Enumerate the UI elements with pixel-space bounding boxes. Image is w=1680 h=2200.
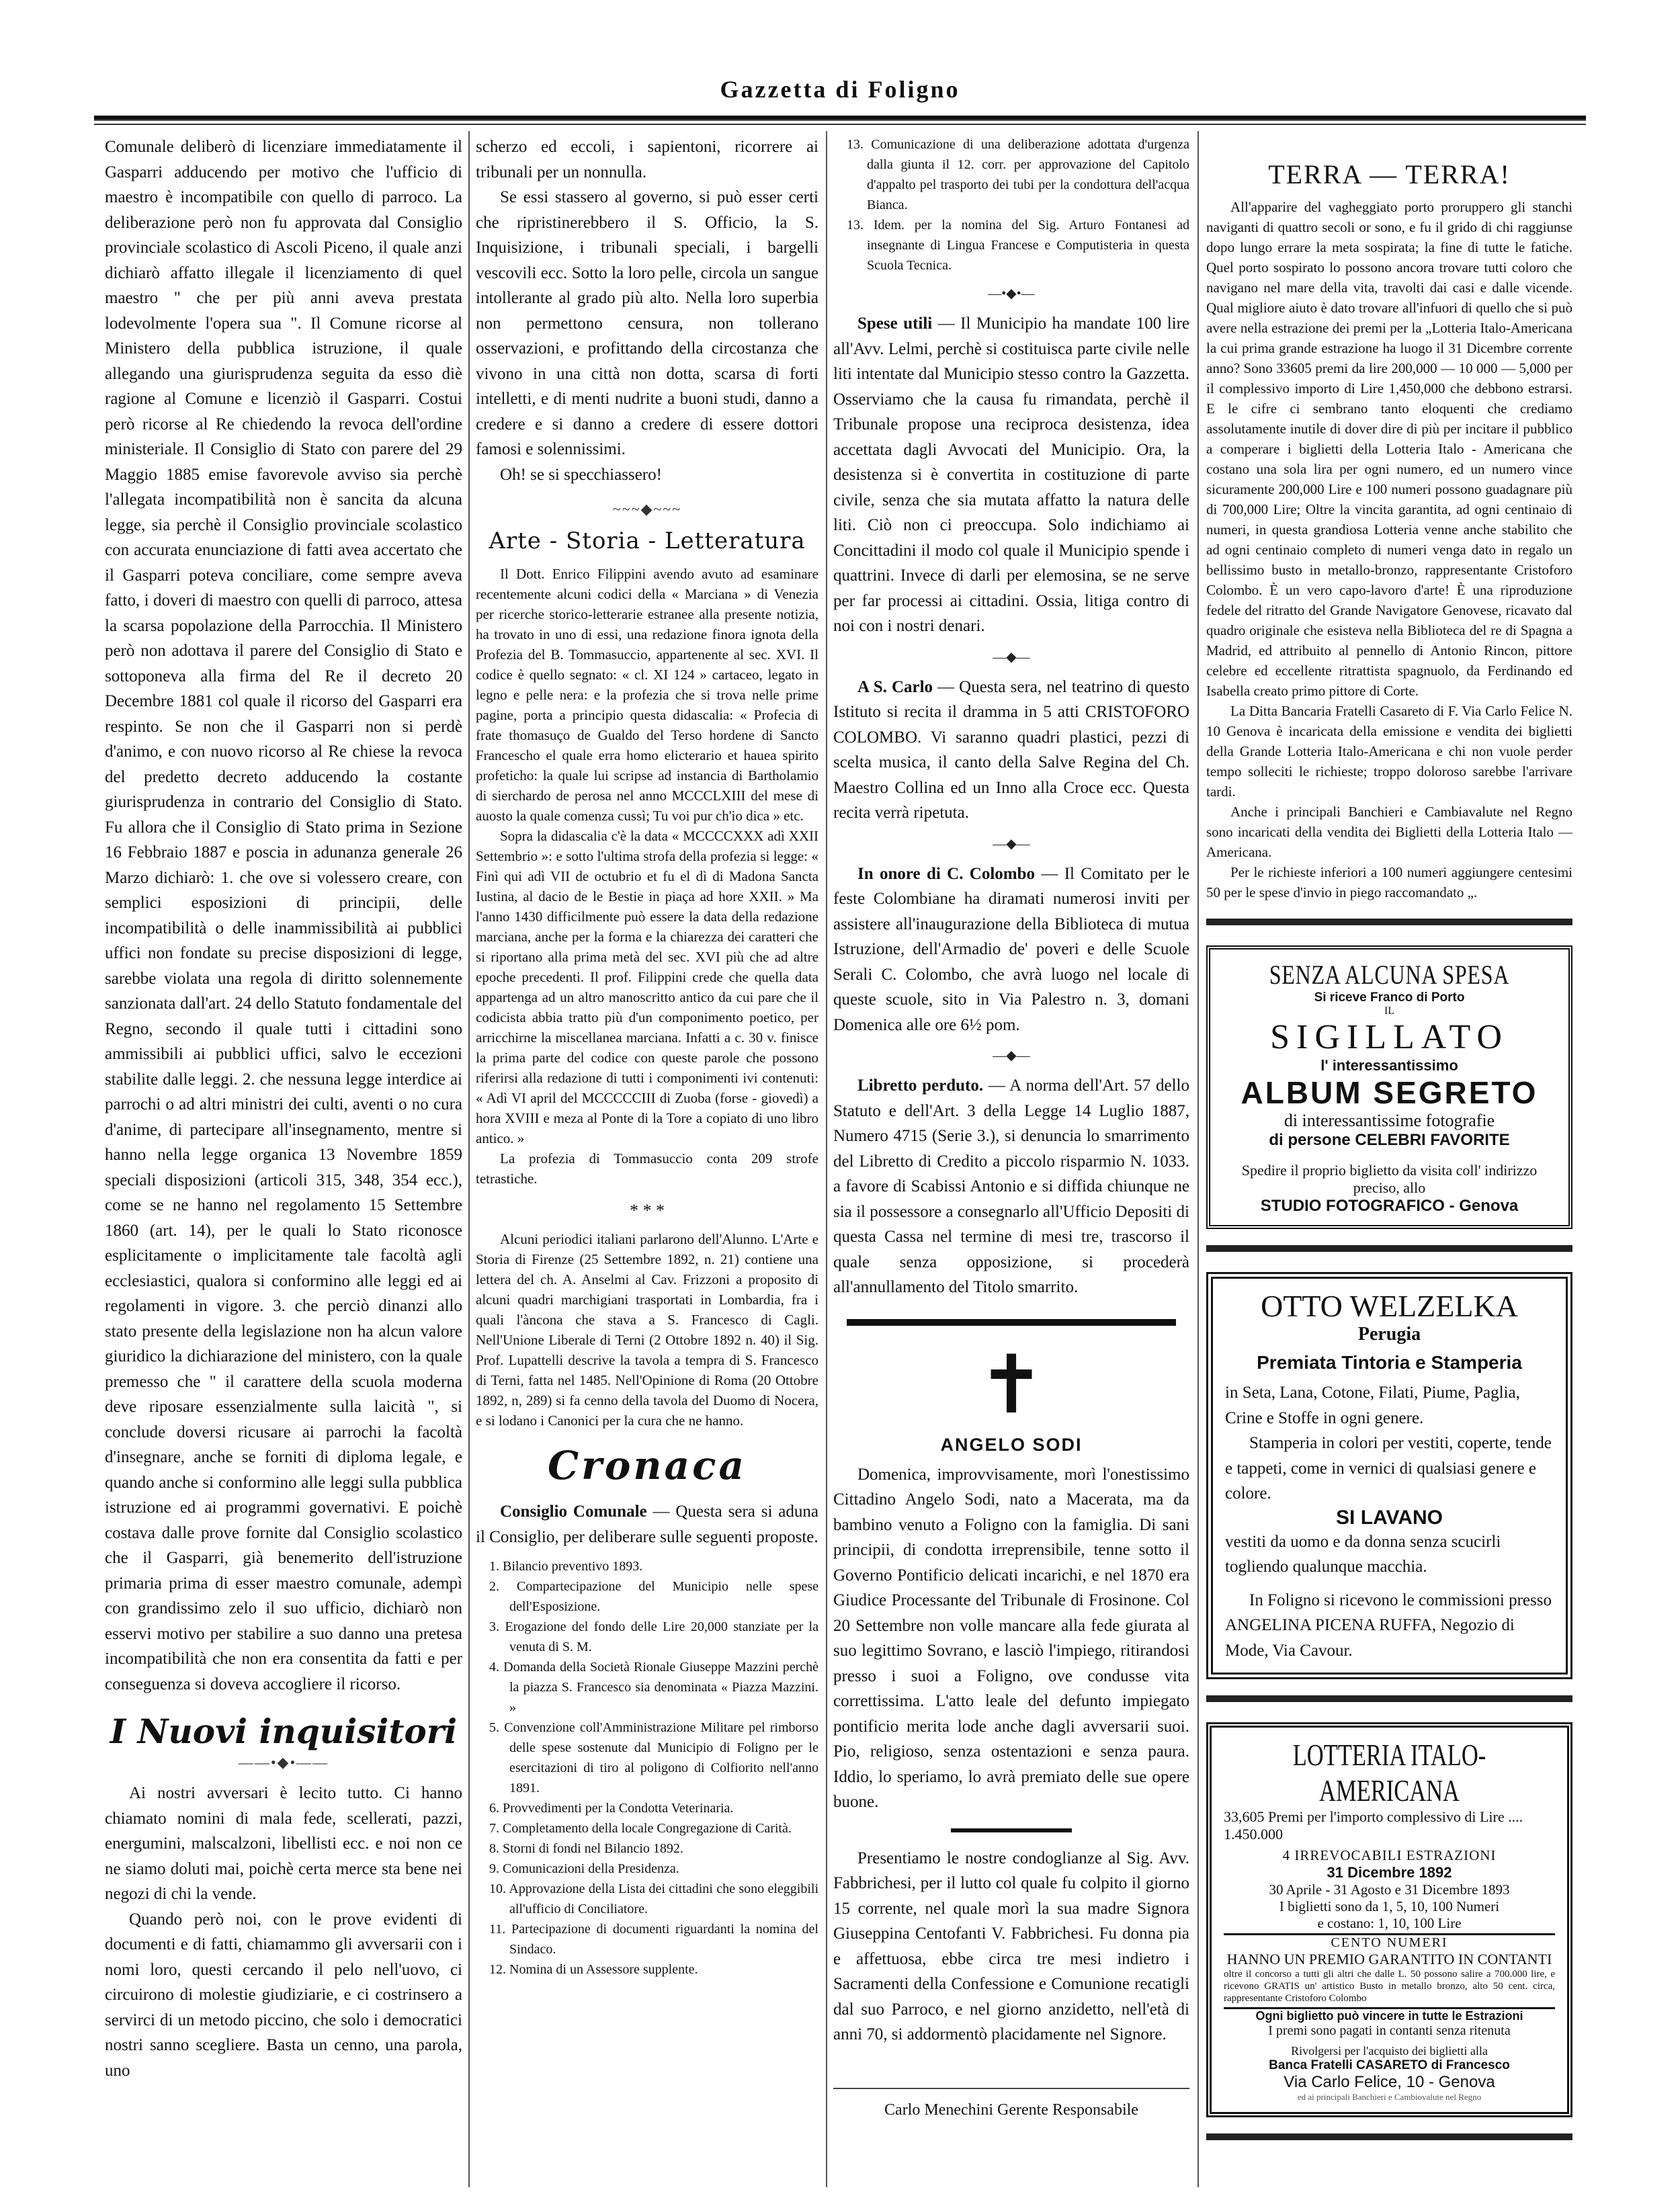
advertisement-album-segreto (1206, 945, 1572, 1229)
item-lead: A S. Carlo (857, 677, 933, 696)
ad-text: Rivolgersi per l'acquisto dei biglietti alla (1291, 2044, 1488, 2058)
agenda-item: 13. Idem. per la nomina del Sig. Arturo Fontanesi ad insegnante di Lingua Francese e Computisteria in questa Scuola Tecnica. (847, 218, 1189, 273)
ad-text: STUDIO FOTOGRAFICO - Genova (1260, 1197, 1519, 1215)
ad-text: vestiti da uomo e da donna senza scucirli togliendo qualunque macchia. (1225, 1532, 1501, 1576)
divider (1206, 1245, 1572, 1252)
ad-text: Ogni biglietto può vincere in tutte le Estrazioni (1255, 2009, 1523, 2023)
ad-text: di persone CELEBRI FAVORITE (1269, 1131, 1510, 1149)
agenda-item: 8. Storni di fondi nel Bilancio 1892. (489, 1841, 683, 1856)
agenda-item: 1. Bilancio preventivo 1893. (489, 1559, 643, 1574)
item-lead: In onore di C. Colombo (857, 864, 1036, 883)
publisher-credit: Carlo Menechini Gerente Responsabile (833, 2088, 1189, 2119)
divider (1206, 2133, 1572, 2140)
section-heading-arte: Arte - Storia - Letteratura (489, 527, 806, 554)
ad-text: 31 Dicembre 1892 (1327, 1864, 1452, 1881)
agenda-item: 10. Approvazione della Lista dei cittadini che sono eleggibili all'ufficio di Conciliatore. (489, 1881, 818, 1916)
ad-text: Stamperia in colori per vestiti, coperte, tende e tappeti, come in vernici di qualsiasi genere e colore. (1225, 1434, 1552, 1503)
ad-text: ed ai principali Banchieri e Cambiovalute nel Regno (1297, 2092, 1482, 2102)
header-rule (94, 116, 1586, 121)
agenda-item: 7. Completamento della locale Congregazione di Carità. (489, 1821, 792, 1836)
item-lead: Spese utili (857, 314, 933, 333)
ad-text: l' interessantissimo (1320, 1057, 1458, 1074)
column-4 (1206, 134, 1572, 2140)
advertisement-welzelka (1206, 1272, 1572, 1679)
paragraph: La profezia di Tommasuccio conta 209 strofe tetrastiche. (476, 1150, 818, 1187)
item-text: — Questa sera, nel teatrino di questo Istituto si recita il dramma in 5 atti CRISTOFORO COLOMBO. Vi saranno quadri plastici, pezzi di scelta musica, il canto della Salve Regina del Ch. Maestro Collina ed un Inno alla Croce ecc. Questa recita verrà ripetuta. (833, 677, 1189, 822)
asterism-divider: * * * (630, 1201, 665, 1220)
section-heading-cronaca: Cronaca (547, 1443, 747, 1488)
ad-text: SI LAVANO (1336, 1506, 1443, 1529)
agenda-item: 6. Provvedimenti per la Condotta Veterinaria. (489, 1801, 734, 1816)
ornament-divider: —◆— (993, 649, 1030, 665)
ad-text: I biglietti sono da 1, 5, 10, 100 Numeri (1279, 1898, 1500, 1914)
ad-title: OTTO WELZELKA (1261, 1289, 1518, 1323)
header-rule-thin (94, 124, 1586, 125)
paragraph: Sopra la didascalia c'è la data « MCCCCXXX adì XXII Settembrio »: e sotto l'ultima strofa della profezia si legge: « Finì qui adì VII de octubrio et fu el dì di Madona Sancta Iustina, al dacio de le Bestie in piaça ad hore XXII. » Ma l'anno 1430 difficilmente può essere la data della redazione marciana, anche per la forma e la chiarezza dei caratteri che si riportano alla prima metà del sec. XVI più che ad altre epoche precedenti. Il prof. Filippini crede che quella data appartenga ad un altro manoscritto antico da cui pare che il codicista abbia tratto più d'un componimento poetico, per arricchirne la miscellanea marciana. Infatti a c. 30 v. finisce la prima parte del codice con queste parole che possono riferirsi alla redazione di tutti i componimenti ivi contenuti: « Adì VI april del MCCCCCIII di Zuoba (forse - giovedì) a hora XVIII e meza al Ponte di la Tore a copiato di uno libro antico. » (476, 828, 818, 1146)
column-3 (833, 134, 1189, 2119)
paragraph: Per le richieste inferiori a 100 numeri aggiungere centesimi 50 per le spese d'invio in piego raccomandato „. (1206, 864, 1572, 900)
ad-text: Banca Fratelli CASARETO di Francesco (1269, 2058, 1510, 2072)
paragraph: Alcuni periodici italiani parlarono dell'Alunno. L'Arte e Storia di Firenze (25 Settembre 1892, n. 21) contiene una lettera del ch. A. Anselmi al Cav. Frizzoni a proposito di alcuni quadri marchigiani trasportati in Lombardia, fra i quali l'àncona che stava a S. Francesco di Cagli. Nell'Unione Liberale di Terni (2 Ottobre 1892 n. 40) il Sig. Prof. Lupattelli descrive la tavola a tempra di S. Francesco di Terni, fatta nel 1485. Nell'Opinione di Roma (20 Ottobre 1892, n, 289) si fa cenno della tavola del Duomo di Nocera, e si lodano i Canonici per la cura che ne hanno. (476, 1231, 818, 1429)
paragraph: Se essi stassero al governo, si può esser certi che ripristinerebbero il S. Officio, la S. Inquisizione, i tribunali speciali, i bargelli vescovili ecc. Sotto la loro pelle, circola un sangue intollerante al grado più alto. Nella loro superbia non permettono censura, non tollerano osservazioni, e profittando della circostanza che vivono in una città non dotta, scarsa di forti intelletti, e di menti nudrite a buoni studi, danno a credere e si danno a credere di essere dottori famosi e solennissimi. (476, 188, 818, 458)
divider (951, 1828, 1072, 1832)
agenda-item: 13. Comunicazione di una deliberazione adottata d'urgenza dalla giunta il 12. corr. per approvazione del Capitolo d'appalto pel trasporto dei tubi per la condottura dell'acqua Bianca. (847, 137, 1189, 212)
agenda-item: 11. Partecipazione di documenti riguardanti la nomina del Sindaco. (489, 1922, 818, 1957)
paragraph: Il Dott. Enrico Filippini avendo avuto ad esaminare recentemente alcuni codici della « Marciana » di Venezia per ricerche storico-letterarie estranee alla presente notizia, ha trovato in uno di essi, una redazione finora ignota della Profezia del B. Tommasuccio, appartenente al sec. XVI. Il codice è quello segnato: « cl. XI 124 » cartaceo, legato in legno e pelle nera: e la profezia che si trova nelle prime pagine, porta a principio questa didascalia: « Profecia di frate thomasuço de Gualdo del Terso hordene di Sancto Francescho el quale erra homo elicterario et hauea spirito profeticho: la quale lui scripse ad instancia di Bartholamio di sierchardo de perosa nel anno MCCCLXIII del mese di auosto la quale comenza cussì; Tu voi pur ch'io dica » etc. (476, 566, 818, 824)
ad-text: oltre il concorso a tutti gli altri che dalle L. 50 possono salire a 700.000 lire, e ricevono GRATIS un' artistico Busto in metallo bronzo, alto 50 cent. circa, rappresentante Cristoforo Colombo (1224, 1968, 1555, 2009)
item-text: — Il Municipio ha mandate 100 lire all'Avv. Lelmi, perchè si costituisca parte civile nelle liti intentate dal Municipio stesso contro la Gazzetta. Osserviamo che la causa fu rimandata, perchè il Tribunale propose una reciproca desistenza, idea accettata dagli Avvocati del Municipio. Ora, la desistenza si è convertita in costituzione di parte civile, senza che sia mutata affatto la natura delle liti. Ciò non ci preoccupa. Solo indichiamo ai Concittadini il modo col quale il Municipio spende i quattrini. Invece di darli per elemosina, se ne serve per far processi ai cittadini. Ossia, litiga contro di noi con i nostri denari. (833, 314, 1190, 635)
masthead: Gazzetta di Foligno (720, 76, 960, 103)
agenda-item: 12. Nomina di un Assessore supplente. (489, 1962, 698, 1977)
ad-text: 30 Aprile - 31 Agosto e 31 Dicembre 1893 (1269, 1881, 1510, 1898)
cross-icon: ✝ (977, 1340, 1046, 1430)
obituary-text: Domenica, improvvisamente, morì l'onestissimo Cittadino Angelo Sodi, nato a Macerata, ma da bambino venuto a Foligno con la famiglia. Di sani principii, di condotta irreprensibile, tenne sotto il Governo Pontificio delicati incarichi, e nel 1870 era Giudice Processante del Tribunale di Frosinone. Col 20 Settembre non volle mancare alla fede giurata al suo legittimo Sovrano, e lasciò l'impiego, ritirandosi presso i suoi a Foligno, ove condusse vita correttissima. L'atto leale del defunto impiegato pontificio merita lode anche dagli avversarii suoi. Pio, religioso, senza ostentazioni e senza paura. Iddio, lo speriamo, lo avrà premiato delle sue opere buone. (833, 1465, 1189, 1811)
column-divider (826, 131, 827, 2187)
mourning-rule (847, 1319, 1176, 1326)
agenda-item: 2. Compartecipazione del Municipio nelle spese dell'Esposizione. (489, 1579, 818, 1614)
paragraph: Presentiamo le nostre condoglianze al Sig. Avv. Fabbrichesi, per il lutto col quale fu colpito il giorno 15 corrente, nel quale morì la sua madre Signora Giuseppina Centofanti V. Fabbrichesi. Fu donna pia e affettuosa, ebbe circa tre mesi indietro i Sacramenti della Confessione e Comunione recatigli dal suo Parroco, e nel giorno anzidetto, nell'età di anni 70, si addormentò placidamente nel Signore. (833, 1849, 1189, 2043)
item-lead: Consiglio Comunale (500, 1503, 647, 1521)
ad-text: 4 IRREVOCABILI ESTRAZIONI (1282, 1847, 1497, 1863)
column-2 (476, 134, 818, 1980)
ad-text: In Foligno si ricevono le commissioni presso ANGELINA PICENA RUFFA, Negozio di Mode, Via Cavour. (1225, 1591, 1552, 1660)
ornament-divider: —•◆•— (988, 286, 1035, 301)
obituary-title: ANGELO SODI (940, 1434, 1083, 1455)
ad-text: Premiata Tintoria e Stamperia (1257, 1352, 1522, 1373)
column-divider (468, 131, 470, 2187)
ad-text: 33,605 Premi per l'importo complessivo di Lire .... 1.450.000 (1224, 1808, 1523, 1843)
ad-text: e costano: 1, 10, 100 Lire (1224, 1915, 1555, 1935)
ad-text: IL (1384, 1005, 1395, 1017)
agenda-item: 5. Convenzione coll'Amministrazione Militare pel rimborso delle spese sostenute dal Municipio di Foligno per le esercitazioni di tiro al poligono di Colfiorito nell'anno 1891. (489, 1720, 818, 1795)
column-1 (105, 134, 462, 2083)
ad-text: di interessantissime fotografie (1284, 1111, 1495, 1130)
column-divider (1198, 131, 1199, 2187)
paragraph: Anche i principali Banchieri e Cambiavalute nel Regno sono incaricati della vendita dei Biglietti della Lotteria Italo — Americana. (1206, 804, 1572, 860)
paragraph: Oh! se si specchiassero! (500, 465, 662, 484)
agenda-list (476, 1556, 818, 1980)
paragraph: Ai nostri avversari è lecito tutto. Ci hanno chiamato nomini di mala fede, scellerati, pazzi, energumini, malscalzoni, libellisti ecc. e noi non ce ne siamo doluti mai, poichè certa merce sta bene nei negozi di chi la vende. (105, 1784, 462, 1903)
ad-title: ALBUM SEGRETO (1241, 1075, 1538, 1110)
item-text: — Questa sera si aduna il Consiglio, per deliberare sulle seguenti proposte. (476, 1503, 818, 1546)
agenda-item: 9. Comunicazioni della Presidenza. (489, 1861, 679, 1876)
ornament-divider: ~~~◆~~~ (612, 501, 682, 517)
agenda-item: 4. Domanda della Società Rionale Giuseppe Mazzini perchè la piazza S. Francesco sia denominata « Piazza Mazzini. » (489, 1660, 818, 1715)
ad-title: LOTTERIA ITALO-AMERICANA (1292, 1738, 1486, 1808)
ornament-divider: —◆— (993, 1048, 1030, 1063)
paragraph: scherzo ed eccoli, i sapientoni, ricorrere ai tribunali per un nonnulla. (476, 138, 818, 181)
ornament-divider: —◆— (993, 836, 1030, 851)
ad-text: Spedire il proprio biglietto da visita coll' indirizzo preciso, allo (1241, 1162, 1538, 1196)
ad-text: Si riceve Franco di Porto (1314, 990, 1465, 1005)
agenda-item: 3. Erogazione del fondo delle Lire 20,000 stanziate per la venuta di S. M. (489, 1619, 818, 1654)
ad-text: Perugia (1357, 1324, 1421, 1345)
paragraph: Quando però noi, con le prove evidenti di documenti e di fatti, chiamammo gli avversarii con i nomi loro, questi cercando il pelo nell'uovo, ci circuirono di molestie giudiziarie, e ci costrinsero a servirci di un metodo piccino, che solo i democratici nostri sanno scegliere. Basta un cenno, una parola, uno (105, 1910, 462, 2080)
article-heading-inquisitori: I Nuovi inquisitori (110, 1711, 458, 1751)
item-text: — Il Comitato per le feste Colombiane ha diramati numerosi inviti per assistere all'inaugurazione della Biblioteca di mutua Istruzione, dell'Armadio de' poveri e delle Scuole Serali C. Colombo, che avrà luogo nel locale di queste scuole, sito in Via Palestro n. 3, domani Domenica alle ore 6½ pom. (833, 864, 1189, 1034)
ad-text: HANNO UN PREMIO GARANTITO IN CONTANTI (1226, 1951, 1552, 1968)
paragraph: La Ditta Bancaria Fratelli Casareto di F. Via Carlo Felice N. 10 Genova è incaricata della emissione e vendita dei biglietti della Grande Lotteria Italo-Americana e chi non vuole perder tempo solleciti le richieste; troppo doloroso sarebbe l'arrivare tardi. (1206, 703, 1572, 800)
divider (1206, 1695, 1572, 1702)
ad-text: I premi sono pagati in contanti senza ritenuta (1268, 2023, 1511, 2038)
ad-text: SIGILLATO (1270, 1018, 1509, 1056)
item-text: — A norma dell'Art. 57 dello Statuto e dell'Art. 3 della Legge 14 Luglio 1887, Numero 4715 (Serie 3.), si denuncia lo smarrimento del Libretto di Credito a piccolo risparmio N. 1033. a favore di Scabissi Antonio e si diffida chiunque ne sia il possessore a consegnarlo all'Ufficio Depositi di questa Cassa nel termine di mesi tre, trascorso il quale senza opposizione, si procederà all'annullamento del Titolo smarrito. (833, 1076, 1189, 1296)
ad-text: CENTO NUMERI (1331, 1935, 1448, 1950)
advertisement-lotteria (1206, 1722, 1572, 2117)
article-gasparri: Comunale deliberò di licenziare immediatamente il Gasparri adducendo per motivo che l'ufficio di maestro è incompatibile con quello di parroco. La deliberazione però non fu approvata dal Consiglio provinciale scolastico di Ascoli Piceno, il quale anzi dichiarò affatto illegale il licenziamento di quel maestro " che per più anni aveva prestata lodevolmente l'opera sua ". Il Comune ricorse al Ministero della pubblica istruzione, il quale allegando una giurisprudenza seguita da esso diè ragione al Comune e licenziò il Gasparri. Costui però ricorse al Re chiedendo la revoca dell'ordine ministeriale. Il Consiglio di Stato con parere del 29 Maggio 1885 emise favorevole avviso sia perchè l'allegata incompatibilità non è sancita da alcuna legge, sia perchè il Consiglio provinciale scolastico con accurata enunciazione di fatti avea accertato che il Gasparri poteva conciliare, come sempre aveva fatto, i doveri di maestro con quelli di parroco, attesa la scarsa popolazione della Parrocchia. Il Ministero però non adottava il parere del Consiglio di Stato e sottoponeva alla firma del Re il decreto 20 Decembre 1881 col quale il ricorso del Gasparri era respinto. Se non che il Gasparri non si perdè d'animo, e con nuovo ricorso al Re chiese la revoca del predetto decreto adducendo la costante giurisprudenza in contrario del Consiglio di Stato. Fu allora che il Consiglio di Stato prima in Sezione 16 Febbraio 1887 e poscia in adunanza generale 26 Marzo dichiarò: 1. che ove si volessero creare, con semplici esposizioni di principii, delle incompatibilità o delle inammissibilità ai pubblici uffici non fondate su precise disposizioni di legge, sarebbe violata una regola di diritto solennemente sanzionata dall'art. 24 dello Statuto fondamentale del Regno, secondo il quale tutti i cittadini sono ammissibili ai pubblici uffici, salvo le eccezioni stabilite dalle leggi. 2. che nessuna legge interdice ai parrochi o ad altri ministri dei culti, aventi o no cura d'anime, di partecipare all'insegnamento, mentre si hanno nella legge organica 13 Novembre 1859 speciali disposizioni (articoli 315, 348, 354 ecc.), come se ne hanno nel regolamento 15 Settembre 1860 (art. 14), per le quali lo Stato riconosce esplicitamente o implicitamente tale facoltà agli ecclesiastici, qualora si conformino alle leggi ed ai regolamenti in vigore. 3. che perciò dinanzi allo stato presente della legislazione non ha alcun valore giuridico la dichiarazione del ministero, con la quale premesso che " il carattere della scuola moderna deve riposare essenzialmente sulla laicità ", si conclude doversi ricusare ai parrochi la facoltà d'insegnare, anche se forniti di diploma legale, e quando anche si conformino alle leggi sulla pubblica istruzione ed ai programmi governativi. E poichè costava dalle prove fornite dal Consiglio scolastico che il Gasparri, già benemerito dell'istruzione primaria prima di esser maestro comunale, adempì con grandissimo zelo il suo ufficio, dichiarò non esservi motivo per stabilire a suo danno una pretesa incompatibilità che non era consentita da fatti e per conseguenza si doveva accogliere il ricorso. (105, 138, 462, 1693)
divider (1206, 919, 1572, 925)
ornament-divider: ——•◆•—— (238, 1754, 329, 1771)
item-lead: Libretto perduto. (857, 1076, 984, 1095)
ad-text: in Seta, Lana, Cotone, Filati, Piume, Paglia, Crine e Stoffe in ogni genere. (1225, 1384, 1520, 1427)
ad-title: SENZA ALCUNA SPESA (1269, 960, 1510, 990)
ad-text: Via Carlo Felice, 10 - Genova (1284, 2073, 1495, 2091)
paragraph: All'apparire del vagheggiato porto proruppero gli stanchi naviganti di quattro secoli or sono, e fu il grido di chi raggiunse dopo lungo errare la meta sospirata; la fine di tutte le fatiche. Quel porto sospirato lo possono ancora trovare tutti coloro che navigano nel mare della vita, travolti dai casi e dalle vicende. Qual migliore aiuto è dato trovare all'infuori di quello che si può avere nella estrazione dei premi per la „Lotteria Italo-Americana la cui prima grande estrazione ha luogo il 31 Dicembre corrente anno? Sono 33605 premi da lire 200,000 — 10 000 — 5,000 per il complessivo importo di Lire 1,450,000 che debbono estrarsi. E le cifre ci sembrano tanto eloquenti che crediamo assolutamente inutile di dover dire di più per incitare il pubblico a comperare i biglietti della Lotteria Italo - Americana che costano una sola lira per ogni numero, ed un numero vince sicuramente 200,000 Lire e 100 numeri possono guadagnare più di 700,000 Lire; Oltre la vincita garantita, ad ogni centinaio di numeri, in questa grandiosa Lotteria venne anche stabilito che ad ogni centinaio completo di numeri venga dato in regalo un bellissimo busto in metallo-bronzo, rappresentante Cristoforo Colombo. È un vero capo-lavoro d'arte! È una riproduzione fedele del ritratto del Grande Navigatore Genovese, ricavato dal quadro originale che esisteva nella Biblioteca del re di Spagna a Madrid, ed attribuito al pennello di Antonio Rincon, pittore celebre ed eccellente ritrattista spagnuolo, da Ferdinando ed Isabella creato primo pittore di Corte. (1206, 199, 1572, 699)
article-heading-terra: TERRA — TERRA! (1268, 159, 1511, 189)
